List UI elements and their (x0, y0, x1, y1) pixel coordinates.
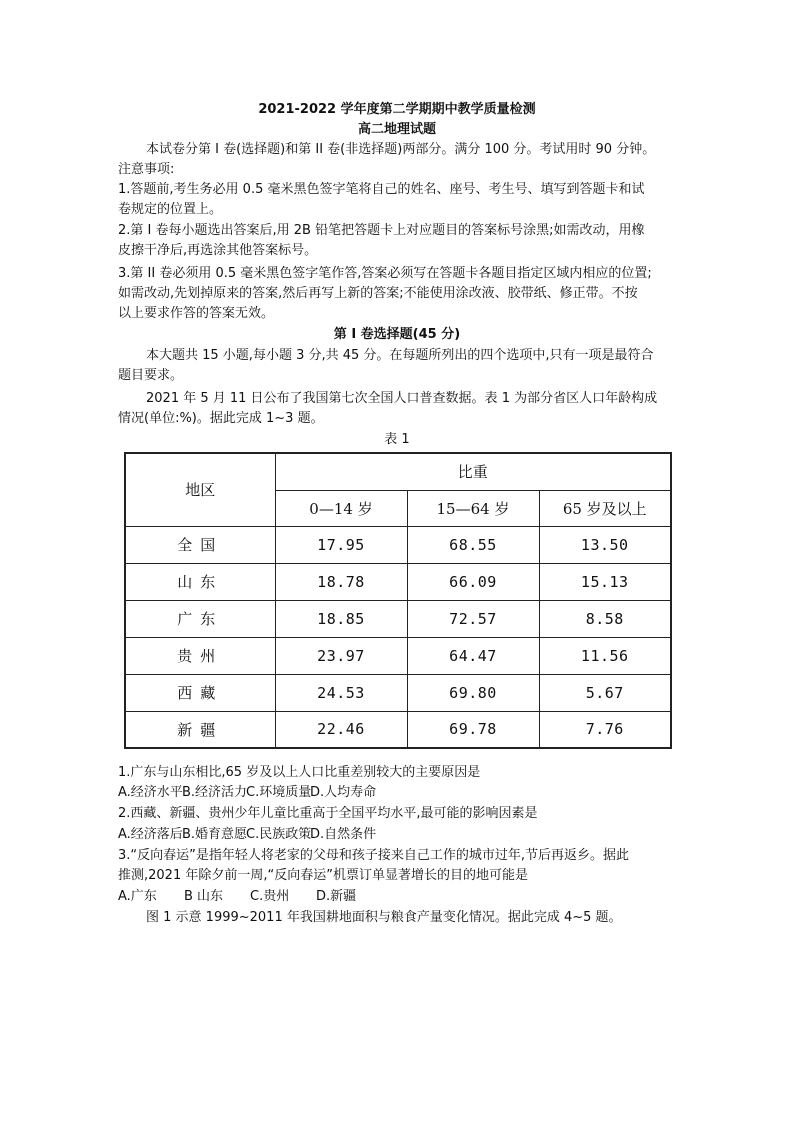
section-desc-b: 题目要求。 (118, 368, 184, 383)
question-1: 1.广东与山东相比,65 岁及以上人口比重差别较大的主要原因是 (118, 765, 481, 780)
region-cell: 全国 (125, 526, 275, 563)
table-row (125, 711, 671, 748)
table-caption: 表 1 (384, 432, 410, 447)
region-cell: 西藏 (125, 674, 275, 711)
value-cell: 15.13 (539, 563, 671, 600)
region-cell: 新疆 (125, 711, 275, 748)
q1-options (118, 783, 376, 803)
region-header: 地区 (125, 453, 275, 526)
q2-option-c: C.民族政策 (246, 827, 312, 842)
value-cell: 5.67 (539, 674, 671, 711)
column-header: 15—64 岁 (407, 490, 539, 526)
q2-options (118, 825, 376, 845)
notice-item-3c: 以上要求作答的答案无效。 (118, 306, 275, 321)
intro-line: 本试卷分第 I 卷(选择题)和第 II 卷(非选择题)两部分。满分 100 分。考试用时 90 分钟。 (146, 142, 656, 157)
exam-title: 2021-2022 学年度第二学期期中教学质量检测 (258, 102, 536, 117)
region-cell: 广东 (125, 600, 275, 637)
value-cell: 23.97 (275, 637, 407, 674)
notice-label: 注意事项: (118, 162, 175, 177)
question-3b: 推测,2021 年除夕前一周,“反向春运”机票订单显著增长的目的地可能是 (118, 868, 528, 883)
value-cell: 69.80 (407, 674, 539, 711)
value-cell: 8.58 (539, 600, 671, 637)
q1-option-a: A.经济水平 (118, 785, 183, 800)
question-3a: 3.“反向春运”是指年轻人将老家的父母和孩子接来自己工作的城市过年,节后再返乡。据此 (118, 848, 630, 863)
region-cell: 山东 (125, 563, 275, 600)
q3-option-d: D.新疆 (316, 889, 357, 904)
notice-item-3b: 如需改动,先划掉原来的答案,然后再写上新的答案;不能使用涂改液、胶带纸、修正带。不按 (118, 286, 638, 301)
q2-option-d: D.自然条件 (310, 827, 377, 842)
q2-option-b: B.婚育意愿 (182, 827, 248, 842)
q3-option-b: B 山东 (184, 889, 224, 904)
column-header: 65 岁及以上 (539, 490, 671, 526)
value-cell: 72.57 (407, 600, 539, 637)
value-cell: 68.55 (407, 526, 539, 563)
notice-item-3a: 3.第 II 卷必须用 0.5 毫米黑色签字笔作答,答案必须写在答题卡各题目指定区域内相应的位置; (118, 266, 652, 281)
value-cell: 18.85 (275, 600, 407, 637)
table-row (125, 674, 671, 711)
value-cell: 7.76 (539, 711, 671, 748)
value-cell: 13.50 (539, 526, 671, 563)
context-b: 情况(单位:%)。据此完成 1~3 题。 (118, 411, 324, 426)
notice-item-2b: 皮擦干净后,再选涂其他答案标号。 (118, 243, 318, 258)
value-cell: 66.09 (407, 563, 539, 600)
context-a: 2021 年 5 月 11 日公布了我国第七次全国人口普查数据。表 1 为部分省区人口年龄构成 (146, 391, 658, 406)
notice-item-2a: 2.第 I 卷每小题选出答案后,用 2B 铅笔把答题卡上对应题目的答案标号涂黑;如需改动，用橡 (118, 223, 645, 238)
table-row (125, 563, 671, 600)
q1-option-b: B.经济活力 (182, 785, 248, 800)
q3-options (118, 887, 356, 907)
value-cell: 22.46 (275, 711, 407, 748)
question-2: 2.西藏、新疆、贵州少年儿童比重高于全国平均水平,最可能的影响因素是 (118, 806, 538, 821)
table-row (125, 600, 671, 637)
value-cell: 64.47 (407, 637, 539, 674)
section-desc-a: 本大题共 15 小题,每小题 3 分,共 45 分。在每题所列出的四个选项中,只有一项是最符合 (146, 348, 654, 363)
value-cell: 11.56 (539, 637, 671, 674)
q3-option-a: A.广东 (118, 889, 157, 904)
next-context: 图 1 示意 1999~2011 年我国耕地面积与粮食产量变化情况。据此完成 4~5 题。 (146, 910, 622, 925)
value-cell: 17.95 (275, 526, 407, 563)
population-table (124, 452, 672, 749)
value-cell: 24.53 (275, 674, 407, 711)
ratio-header: 比重 (275, 453, 671, 490)
value-cell: 69.78 (407, 711, 539, 748)
exam-subtitle: 高二地理试题 (357, 122, 436, 137)
q1-option-d: D.人均寿命 (310, 785, 377, 800)
q2-option-a: A.经济落后 (118, 827, 183, 842)
region-cell: 贵州 (125, 637, 275, 674)
q3-option-c: C.贵州 (250, 889, 290, 904)
section-heading: 第 I 卷选择题(45 分) (333, 327, 461, 342)
q1-option-c: C.环境质量 (246, 785, 312, 800)
notice-item-1a: 1.答题前,考生务必用 0.5 毫米黑色签字笔将自己的姓名、座号、考生号、填写到答题卡和试 (118, 182, 645, 197)
column-header: 0—14 岁 (275, 490, 407, 526)
table-row (125, 526, 671, 563)
notice-item-1b: 卷规定的位置上。 (118, 202, 223, 217)
value-cell: 18.78 (275, 563, 407, 600)
table-row (125, 637, 671, 674)
